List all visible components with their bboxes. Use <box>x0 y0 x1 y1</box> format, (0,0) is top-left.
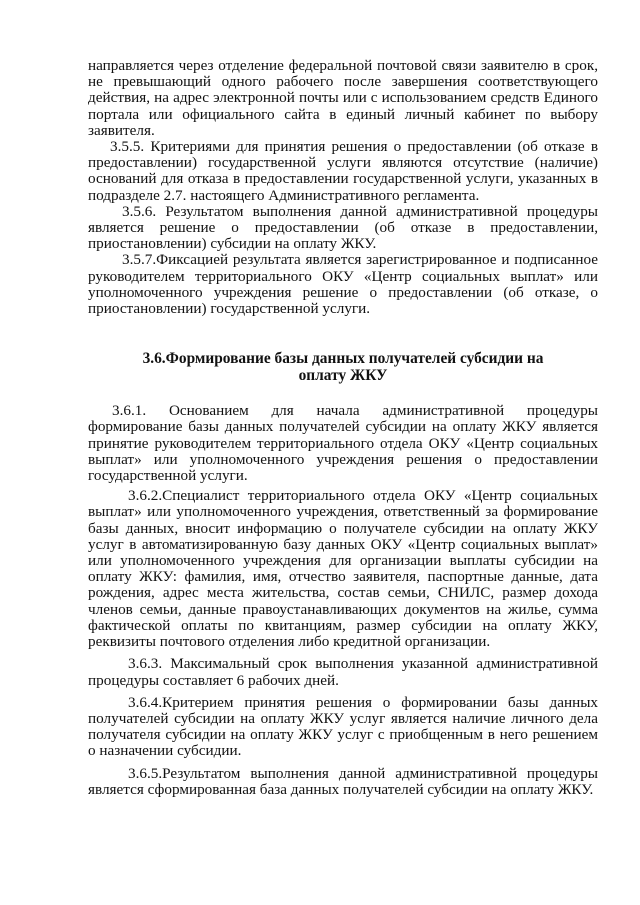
paragraph-3-6-5: 3.6.5.Результатом выполнения данной административной процедуры является сформированная база данных получателей субсидии на оплату ЖКУ. <box>88 764 598 798</box>
document-page <box>88 58 598 798</box>
paragraph-3-6-3: 3.6.3. Максимальный срок выполнения указанной административной процедуры составляет 6 рабочих дней. <box>88 655 598 689</box>
paragraph-3-5-6: 3.5.6. Результатом выполнения данной административной процедуры является решение о предоставлении (об отказе в предоставлении, приостановлении) субсидии на оплату ЖКУ. <box>88 202 598 253</box>
paragraph-3-5-7: 3.5.7.Фиксацией результата является зарегистрированное и подписанное руководителем территориального ОКУ «Центр социальных выплат» или уполномоченного учреждения решение о предоставлении (об отказе, о приостановлении) государственной услуги. <box>88 251 598 318</box>
paragraph-delivery-method: направляется через отделение федеральной почтовой связи заявителю в срок, не превышающий одного рабочего после завершения соответствующего действия, на адрес электронной почты или с использованием средств Единого портала или официального сайта в единый личный кабинет по выбору заявителя. <box>88 57 598 139</box>
paragraph-3-6-1: 3.6.1. Основанием для начала административной процедуры формирование базы данных получателей субсидии на оплату ЖКУ является принятие руководителем территориального отдела ОКУ «Центр социальных выплат» или уполномоченного учреждения решения о предоставлении государственной услуги. <box>88 402 598 485</box>
section-title-3-6: 3.6.Формирование базы данных получателей субсидии на оплату ЖКУ <box>142 350 544 385</box>
paragraph-3-6-4: 3.6.4.Критерием принятия решения о формировании базы данных получателей субсидии на оплату ЖКУ услуг является наличие личного дела получателя субсидии на оплату ЖКУ услуг с приобщенным в него решением о назначении субсидии. <box>88 693 598 760</box>
paragraph-3-6-2: 3.6.2.Специалист территориального отдела ОКУ «Центр социальных выплат» или уполномоченного учреждения, ответственный за формирование базы данных, вносит информацию о получателе субсидии на оплату ЖКУ услуг в автоматизированную базу данных ОКУ «Центр социальных выплат» или уполномоченного учреждения для организации выплаты субсидии на оплату ЖКУ: фамилия, имя, отчество заявителя, паспортные данные, дата рождения, адрес места жительства, состав семьи, СНИЛС, размер дохода членов семьи, данные правоустанавливающих документов на жилье, сумма фактической оплаты по квитанциям, размер субсидии на оплату ЖКУ, реквизиты почтового отделения либо кредитной организации. <box>88 487 598 651</box>
paragraph-3-5-5: 3.5.5. Критериями для принятия решения о предоставлении (об отказе в предоставлении) государственной услуги являются отсутствие (наличие) оснований для отказа в предоставлении государственной услуги, указанных в подразделе 2.7. настоящего Административного регламента. <box>88 138 598 204</box>
